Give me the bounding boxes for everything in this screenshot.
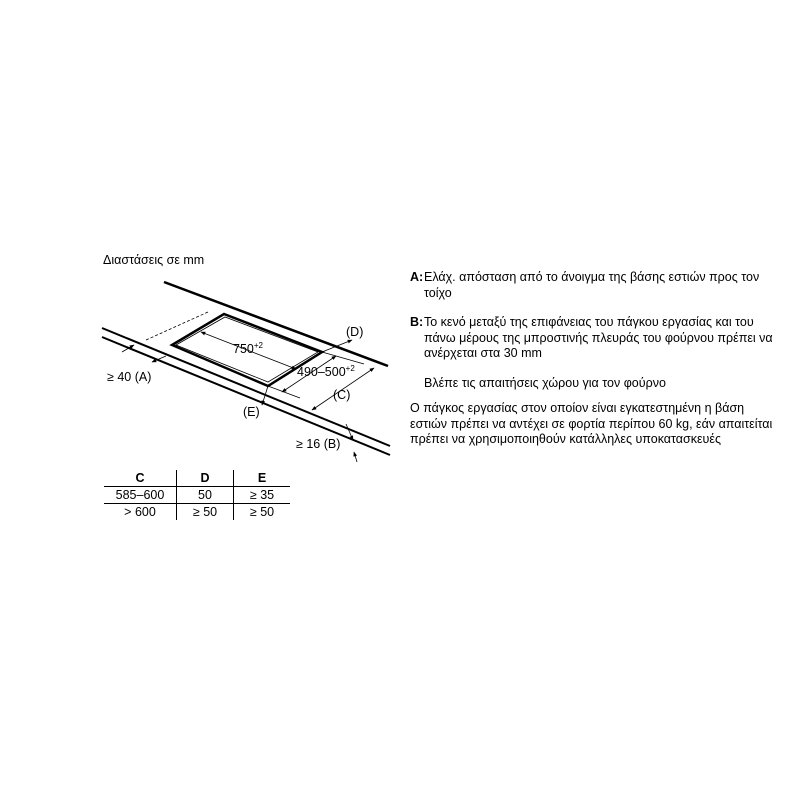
dashed-projection [146, 312, 208, 340]
diagram-caption: Διαστάσεις σε mm [103, 253, 205, 267]
depth-ext-2 [268, 386, 300, 398]
dimension-table [104, 470, 290, 520]
label-a: ≥ 40 (A) [107, 370, 152, 384]
table-cell: ≥ 35 [234, 487, 291, 504]
table-header-c: C [104, 470, 177, 487]
notes-panel [410, 270, 780, 448]
table-cell: ≥ 50 [177, 504, 234, 521]
note-b-text: Το κενό μεταξύ της επιφάνειας του πάγκου εργασίας και του πάνω μέρους της μπροστινής πλευράς του φούρνου πρέπει να ανέρχεται στα 30 mm [424, 315, 773, 360]
table-cell: 50 [177, 487, 234, 504]
note-a-text: Ελάχ. απόσταση από το άνοιγμα της βάσης εστιών προς τον τοίχο [424, 270, 760, 300]
table-header-e: E [234, 470, 291, 487]
table-cell: ≥ 50 [249, 505, 275, 519]
note-b [410, 315, 780, 362]
general-note: Ο πάγκος εργασίας στον οποίον είναι εγκατεστημένη η βάση εστιών πρέπει να αντέχει σε φορτία περίπου 60 kg, εάν απαιτείται πρέπει να χρησιμοποιηθούν κατάλληλες υποκατασκευές [410, 401, 773, 446]
table-row [104, 487, 290, 504]
table-header-d: D [177, 470, 234, 487]
depth-label: $490-500^{+2}$ [297, 364, 355, 379]
note-a [410, 270, 780, 301]
note-b-extra: Βλέπε τις απαιτήσεις χώρου για τον φούρνο [424, 375, 666, 390]
label-c: (C) [333, 388, 351, 402]
label-d: (D) [346, 325, 364, 339]
table-cell: > 600 [104, 504, 177, 521]
label-b: ≥ 16 (B) [296, 437, 341, 451]
width-label: $750^{+2}$ [233, 341, 263, 356]
table-row [104, 504, 290, 521]
label-e: (E) [243, 405, 260, 419]
table-cell: 585–600 [104, 487, 177, 504]
note-a-key: A: [410, 270, 424, 284]
note-b-key: B: [410, 315, 424, 329]
b-dim-line-bottom [354, 452, 357, 462]
